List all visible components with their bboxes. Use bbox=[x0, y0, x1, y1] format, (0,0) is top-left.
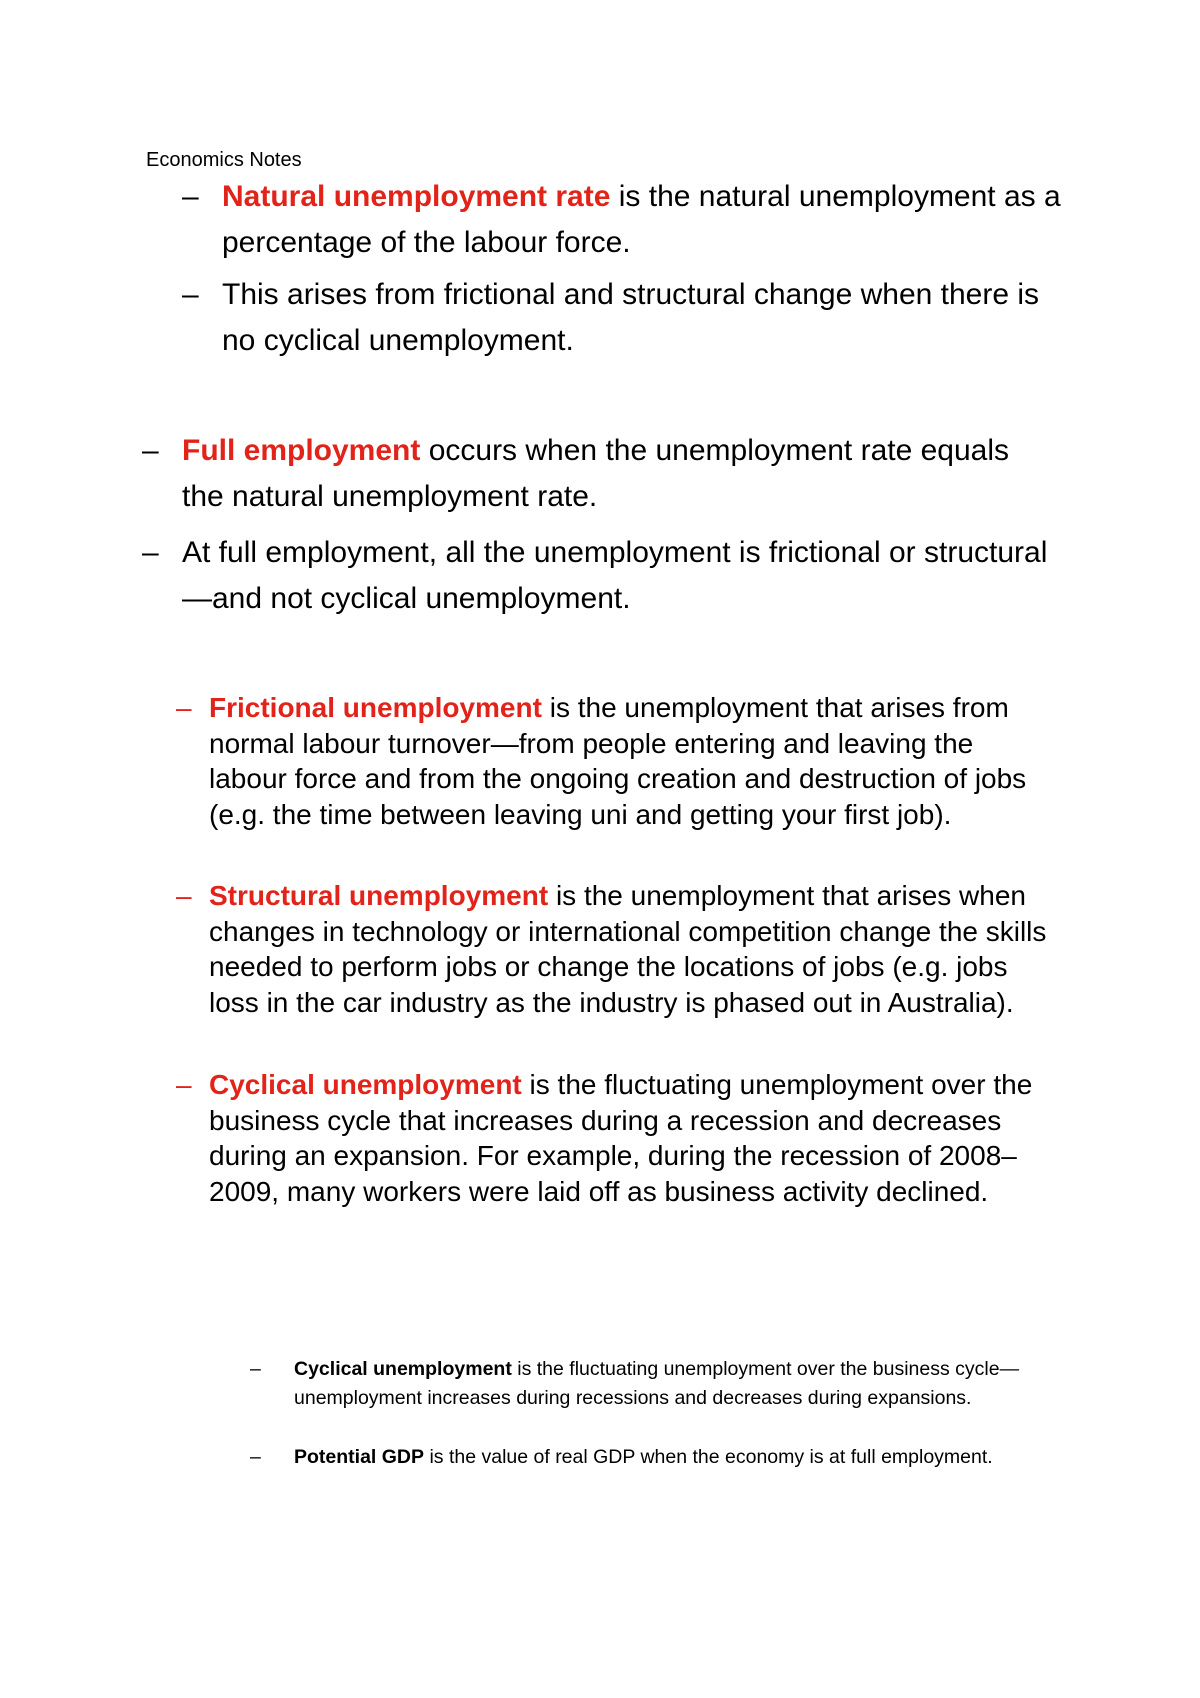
dash-bullet: – bbox=[142, 536, 159, 569]
definition-text: is the unemployment that arises from normal labour turnover—from people entering and leaving the labour force and from the ongoing creation and destruction of jobs (e.g. the time between leaving uni and getting your first job). bbox=[209, 692, 1027, 830]
bullet-natural-unemployment-rate bbox=[182, 174, 1062, 266]
bullet-text bbox=[222, 174, 1062, 266]
bullet-text bbox=[209, 690, 1056, 832]
dash-bullet: – bbox=[176, 692, 192, 723]
dash-bullet: – bbox=[176, 880, 192, 911]
dash-bullet: – bbox=[250, 1446, 261, 1468]
definition-text: is the fluctuating unemployment over the business cycle that increases during a recession and decreases during an expansion. For example, during the recession of 2008–2009, many workers were laid off as business activity declined. bbox=[209, 1069, 1033, 1207]
page-title: Economics Notes bbox=[146, 149, 302, 171]
term-cyclical-unemployment: Cyclical unemployment bbox=[294, 1358, 512, 1380]
bullet-text bbox=[182, 428, 1042, 520]
bullet-text bbox=[209, 878, 1056, 1020]
dash-bullet: – bbox=[182, 180, 199, 213]
term-frictional-unemployment: Frictional unemployment bbox=[209, 692, 542, 723]
term-full-employment: Full employment bbox=[182, 434, 421, 467]
term-natural-unemployment-rate: Natural unemployment rate bbox=[222, 180, 611, 213]
bullet-text bbox=[209, 1067, 1056, 1209]
bullet-text bbox=[294, 1443, 1050, 1472]
bullet-potential-gdp bbox=[250, 1443, 1050, 1472]
bullet-text: At full employment, all the unemployment is frictional or structural—and not cyclical unemployment. bbox=[182, 536, 1048, 615]
term-structural-unemployment: Structural unemployment bbox=[209, 880, 549, 911]
definition-text: is the fluctuating unemployment over the business cycle—unemployment increases during recessions and decreases during expansions. bbox=[294, 1358, 1020, 1409]
definition-text: is the natural unemployment as a percentage of the labour force. bbox=[222, 180, 1061, 259]
definition-text: is the value of real GDP when the economy is at full employment. bbox=[424, 1446, 993, 1468]
dash-bullet: – bbox=[182, 278, 199, 311]
bullet-cyclical-unemployment-summary bbox=[250, 1355, 1050, 1413]
term-cyclical-unemployment: Cyclical unemployment bbox=[209, 1069, 522, 1100]
bullet-text: This arises from frictional and structural change when there is no cyclical unemployment. bbox=[222, 278, 1040, 357]
dash-bullet: – bbox=[250, 1358, 261, 1380]
bullet-text bbox=[294, 1355, 1050, 1413]
dash-bullet: – bbox=[176, 1069, 192, 1100]
bullet-at-full-employment bbox=[142, 530, 1062, 622]
bullet-structural-unemployment bbox=[176, 878, 1056, 1020]
definition-text: occurs when the unemployment rate equals the natural unemployment rate. bbox=[182, 434, 1010, 513]
bullet-cyclical-unemployment bbox=[176, 1067, 1056, 1209]
dash-bullet: – bbox=[142, 434, 159, 467]
bullet-frictional-unemployment bbox=[176, 690, 1056, 832]
term-potential-gdp: Potential GDP bbox=[294, 1446, 425, 1468]
definition-text: is the unemployment that arises when changes in technology or international competition change the skills needed to perform jobs or change the locations of jobs (e.g. jobs loss in the car industry as the industry is phased out in Australia). bbox=[209, 880, 1047, 1018]
bullet-frictional-structural-change bbox=[182, 272, 1062, 364]
bullet-full-employment bbox=[142, 428, 1042, 520]
